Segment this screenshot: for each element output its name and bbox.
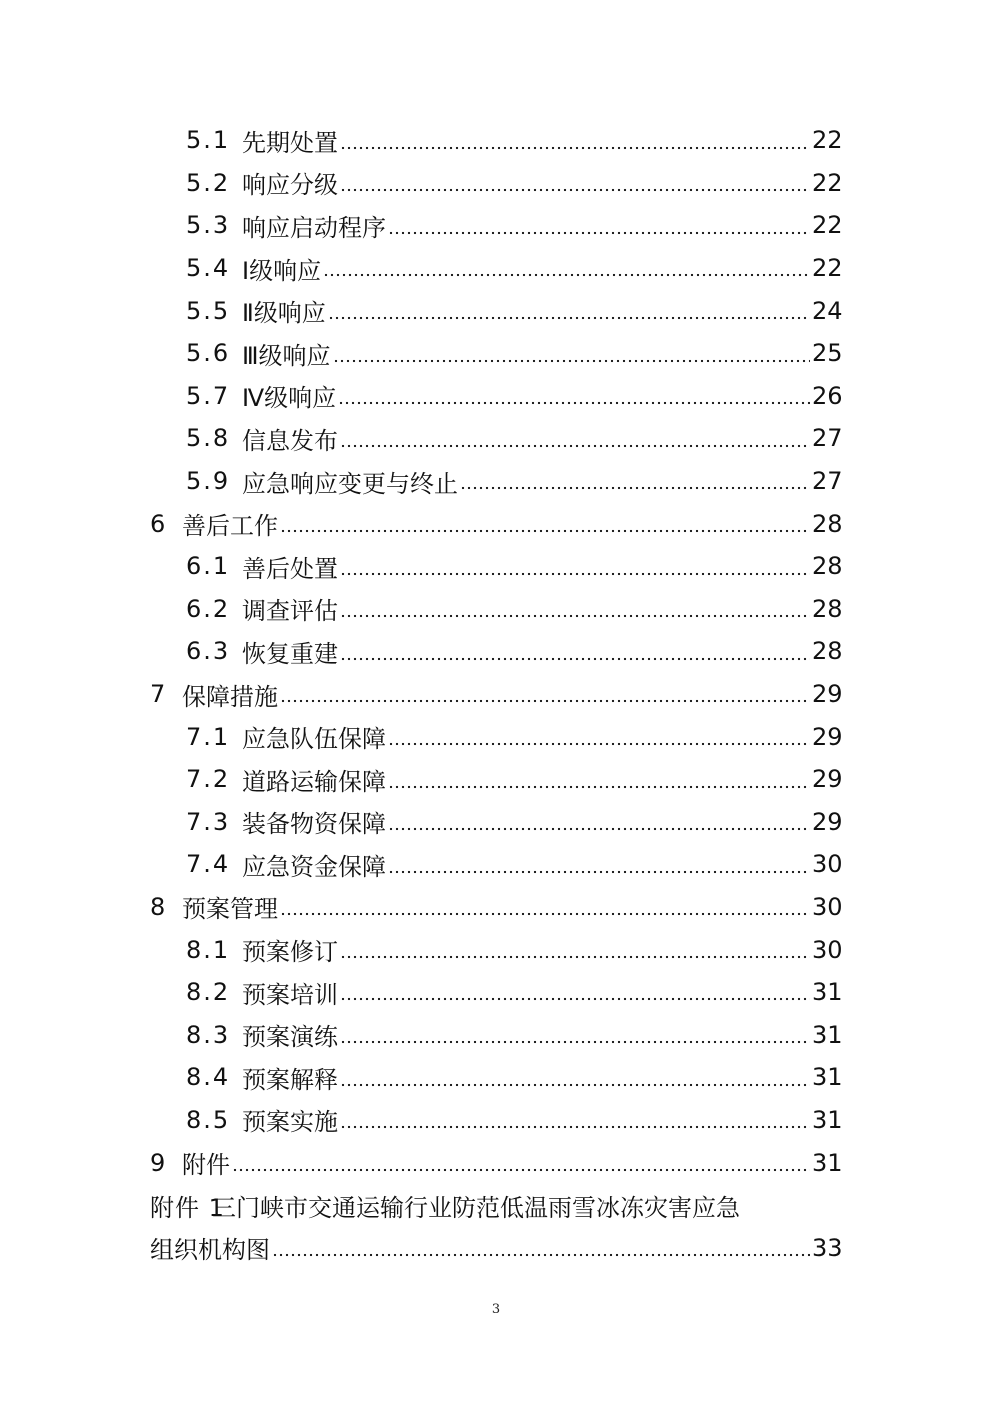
toc-entry[interactable]: [0, 162, 992, 205]
toc-entry-title: 应急响应变更与终止: [242, 469, 458, 498]
toc-entry-title: 保障措施: [182, 682, 278, 711]
toc-entry-page: 29: [812, 807, 843, 836]
dot-leader: [340, 1125, 810, 1129]
toc-entry[interactable]: [0, 1141, 992, 1184]
toc-entry-page: 25: [812, 339, 843, 368]
toc-entry-title: 预案解释: [242, 1065, 338, 1094]
toc-entry-number: 7.3: [186, 807, 231, 836]
toc-entry[interactable]: [0, 417, 992, 460]
toc-entry-page: 28: [812, 552, 843, 581]
toc-entry-title: 先期处置: [242, 128, 338, 157]
toc-entry[interactable]: [0, 332, 992, 375]
toc-entry-title: 装备物资保障: [242, 810, 386, 839]
dot-leader: [280, 699, 810, 703]
toc-entry-title: 善后工作: [182, 512, 278, 541]
toc-entry-title: 预案演练: [242, 1023, 338, 1052]
dot-leader: [340, 657, 810, 661]
dot-leader: [333, 359, 810, 363]
toc-entry[interactable]: [0, 630, 992, 673]
toc-entry-number: 5.1: [186, 126, 231, 155]
dot-leader: [280, 912, 810, 916]
toc-entry-title: 三门峡市交通运输行业防范低温雨雪冰冻灾害应急: [212, 1193, 740, 1222]
toc-entry-number: 8.3: [186, 1020, 231, 1049]
toc-entry-title: 响应启动程序: [242, 213, 386, 242]
toc-entry-title-continued: 组织机构图: [150, 1236, 270, 1265]
toc-entry-number: 8.5: [186, 1105, 231, 1134]
toc-entry-page: 29: [812, 722, 843, 751]
dot-leader: [232, 1168, 810, 1172]
toc-entry[interactable]: [0, 588, 992, 631]
toc-entry-page: 22: [812, 254, 843, 283]
dot-leader: [340, 614, 810, 618]
toc-entry-number: 5.8: [186, 424, 231, 453]
toc-entry-title: 应急资金保障: [242, 852, 386, 881]
dot-leader: [388, 742, 810, 746]
toc-entry-page: 30: [812, 935, 843, 964]
dot-leader: [323, 273, 810, 277]
dot-leader: [388, 827, 810, 831]
toc-entry-title: 预案管理: [182, 895, 278, 924]
toc-entry[interactable]: [0, 715, 992, 758]
dot-leader: [388, 870, 810, 874]
page-number: 3: [491, 1302, 501, 1317]
dot-leader: [340, 997, 810, 1001]
toc-entry-page: 33: [812, 1233, 843, 1262]
toc-entry-page: 28: [812, 594, 843, 623]
dot-leader: [388, 785, 810, 789]
toc-entry[interactable]: [0, 375, 992, 418]
dot-leader: [272, 1253, 810, 1257]
toc-entry-number: 6.1: [186, 552, 231, 581]
dot-leader: [280, 529, 810, 533]
toc-entry-title: 恢复重建: [242, 639, 338, 668]
toc-entry[interactable]: [0, 971, 992, 1014]
toc-entry[interactable]: [0, 204, 992, 247]
toc-entry-title: 信息发布: [242, 426, 338, 455]
toc-entry-number: 8.4: [186, 1063, 231, 1092]
toc-entry-title: Ⅱ级响应: [242, 299, 326, 328]
toc-entry[interactable]: [0, 886, 992, 929]
toc-entry-number: 7: [150, 680, 168, 709]
toc-entry-number: 5.6: [186, 339, 231, 368]
toc-entry-title: Ⅰ级响应: [242, 256, 322, 285]
dot-leader: [338, 401, 810, 405]
dot-leader: [340, 146, 810, 150]
toc-entry-number: 5.5: [186, 296, 231, 325]
table-of-contents: [0, 119, 992, 1269]
toc-entry-number: 6: [150, 509, 168, 538]
toc-entry-page: 28: [812, 637, 843, 666]
toc-entry-title: 附件: [182, 1151, 230, 1180]
toc-entry-page: 27: [812, 424, 843, 453]
toc-entry-page: 29: [812, 765, 843, 794]
toc-entry-page: 31: [812, 1063, 843, 1092]
toc-entry[interactable]: [0, 289, 992, 332]
toc-entry-number: 9: [150, 1148, 168, 1177]
toc-entry-page: 30: [812, 892, 843, 921]
toc-entry-number: 7.2: [186, 765, 231, 794]
toc-entry-page: 31: [812, 1105, 843, 1134]
dot-leader: [340, 444, 810, 448]
dot-leader: [340, 188, 810, 192]
toc-entry-page: 22: [812, 211, 843, 240]
toc-entry-number: 5.3: [186, 211, 231, 240]
toc-entry-title: 应急队伍保障: [242, 725, 386, 754]
toc-entry-attachment[interactable]: [0, 1184, 992, 1269]
toc-entry-page: 22: [812, 126, 843, 155]
toc-entry-number: 5.2: [186, 168, 231, 197]
dot-leader: [340, 1083, 810, 1087]
toc-entry-number: 6.3: [186, 637, 231, 666]
toc-entry[interactable]: [0, 801, 992, 844]
toc-entry-number: 5.4: [186, 254, 231, 283]
toc-entry-number: 5.7: [186, 381, 231, 410]
toc-entry-page: 31: [812, 1020, 843, 1049]
toc-entry-number: 6.2: [186, 594, 231, 623]
toc-entry-title: 善后处置: [242, 554, 338, 583]
dot-leader: [388, 231, 810, 235]
toc-entry-title: Ⅳ级响应: [242, 384, 337, 413]
dot-leader: [340, 955, 810, 959]
toc-entry-page: 22: [812, 168, 843, 197]
toc-entry[interactable]: [0, 119, 992, 162]
toc-entry-number: 8: [150, 892, 168, 921]
toc-entry[interactable]: [0, 1056, 992, 1099]
toc-entry[interactable]: [0, 758, 992, 801]
toc-entry-page: 27: [812, 467, 843, 496]
toc-entry[interactable]: [0, 673, 992, 716]
toc-entry-title: 预案培训: [242, 980, 338, 1009]
toc-entry-page: 28: [812, 509, 843, 538]
toc-entry-number: 7.4: [186, 850, 231, 879]
toc-entry-page: 31: [812, 1148, 843, 1177]
toc-entry-page: 31: [812, 978, 843, 1007]
toc-entry[interactable]: [0, 502, 992, 545]
toc-entry-number: 5.9: [186, 467, 231, 496]
dot-leader: [460, 486, 810, 490]
toc-entry-title: 道路运输保障: [242, 767, 386, 796]
toc-entry-title: 调查评估: [242, 597, 338, 626]
dot-leader: [340, 1040, 810, 1044]
toc-entry-number: 8.2: [186, 978, 231, 1007]
toc-entry-number: 附件 1: [150, 1193, 225, 1222]
dot-leader: [340, 572, 810, 576]
toc-entry[interactable]: [0, 1099, 992, 1142]
toc-entry[interactable]: [0, 460, 992, 503]
toc-entry[interactable]: [0, 928, 992, 971]
toc-entry[interactable]: [0, 545, 992, 588]
toc-entry-page: 29: [812, 680, 843, 709]
toc-entry-page: 26: [812, 381, 843, 410]
toc-entry-page: 30: [812, 850, 843, 879]
toc-entry[interactable]: [0, 247, 992, 290]
toc-entry-number: 7.1: [186, 722, 231, 751]
toc-entry-title: Ⅲ级响应: [242, 341, 331, 370]
toc-entry-title: 预案实施: [242, 1108, 338, 1137]
toc-entry-page: 24: [812, 296, 843, 325]
toc-entry-title: 预案修订: [242, 938, 338, 967]
toc-entry-number: 8.1: [186, 935, 231, 964]
toc-entry[interactable]: [0, 1013, 992, 1056]
toc-entry-title: 响应分级: [242, 171, 338, 200]
dot-leader: [328, 316, 810, 320]
toc-entry[interactable]: [0, 843, 992, 886]
